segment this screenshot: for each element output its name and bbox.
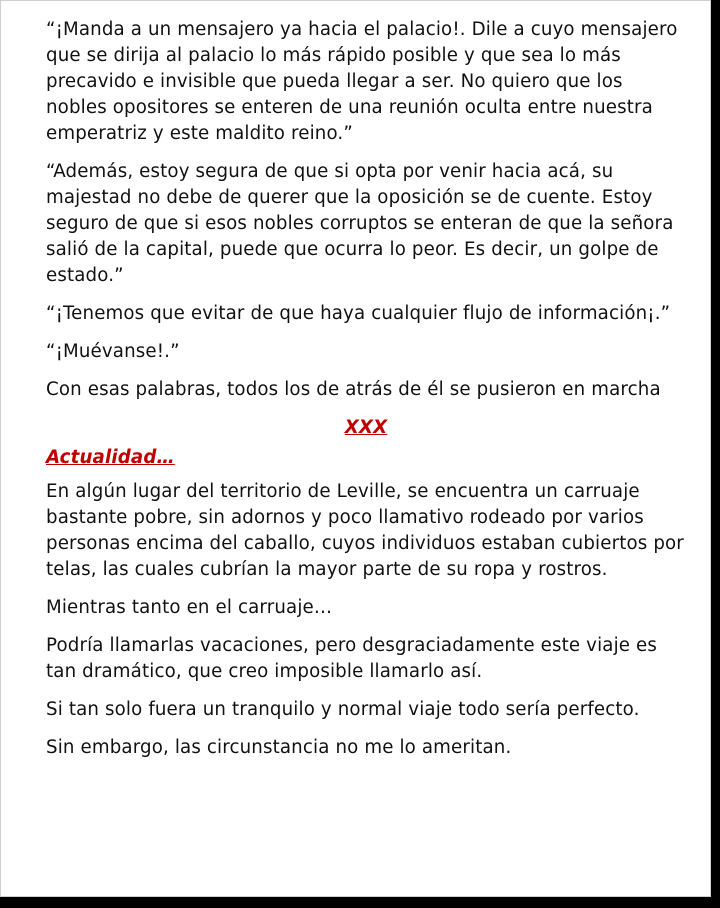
- paragraph-carriage-description: En algún lugar del territorio de Leville, se encuentra un carruaje bastante pobre, sin adornos y poco llamativo rodeado por varios personas encima del caballo, cuyos individuos estaban cubiertos por telas, las cuales cubrían la mayor parte de su ropa y rostros.: [46, 481, 684, 580]
- paragraph-information-flow: “¡Tenemos que evitar de que haya cualquier flujo de información¡.”: [46, 303, 671, 324]
- paragraph-inside-carriage: Mientras tanto en el carruaje…: [46, 597, 333, 618]
- paragraph-departure: Con esas palabras, todos los de atrás de él se pusieron en marcha: [46, 379, 661, 400]
- paragraph-messenger-order: “¡Manda a un mensajero ya hacia el palacio!. Dile a cuyo mensajero que se dirija al palacio lo más rápido posible y que sea lo más precavido e invisible que pueda llegar a ser. No quiero que los nobles opositores se enteren de una reunión oculta entre nuestra emperatriz y este maldito reino.”: [46, 19, 678, 144]
- section-heading-text: Actualidad…: [46, 447, 175, 468]
- section-heading: [46, 445, 686, 471]
- paragraph-circumstances: Sin embargo, las circunstancia no me lo ameritan.: [46, 737, 512, 758]
- paragraph-move-order: “¡Muévanse!.”: [46, 341, 180, 362]
- scene-separator-text: XXX: [344, 417, 388, 438]
- paragraph-normal-trip-wish: Si tan solo fuera un tranquilo y normal viaje todo sería perfecto.: [46, 699, 640, 720]
- scene-separator: [46, 415, 686, 441]
- paragraph-vacation-thought: Podría llamarlas vacaciones, pero desgraciadamente este viaje es tan dramático, que creo imposible llamarlo así.: [46, 635, 658, 682]
- paragraph-opposition-warning: “Además, estoy segura de que si opta por venir hacia acá, su majestad no debe de querer que la oposición se de cuente. Estoy seguro de que si esos nobles corruptos se enteran de que la señora salió de la capital, puede que ocurra lo peor. Es decir, un golpe de estado.”: [46, 161, 674, 286]
- document-body: [46, 17, 686, 773]
